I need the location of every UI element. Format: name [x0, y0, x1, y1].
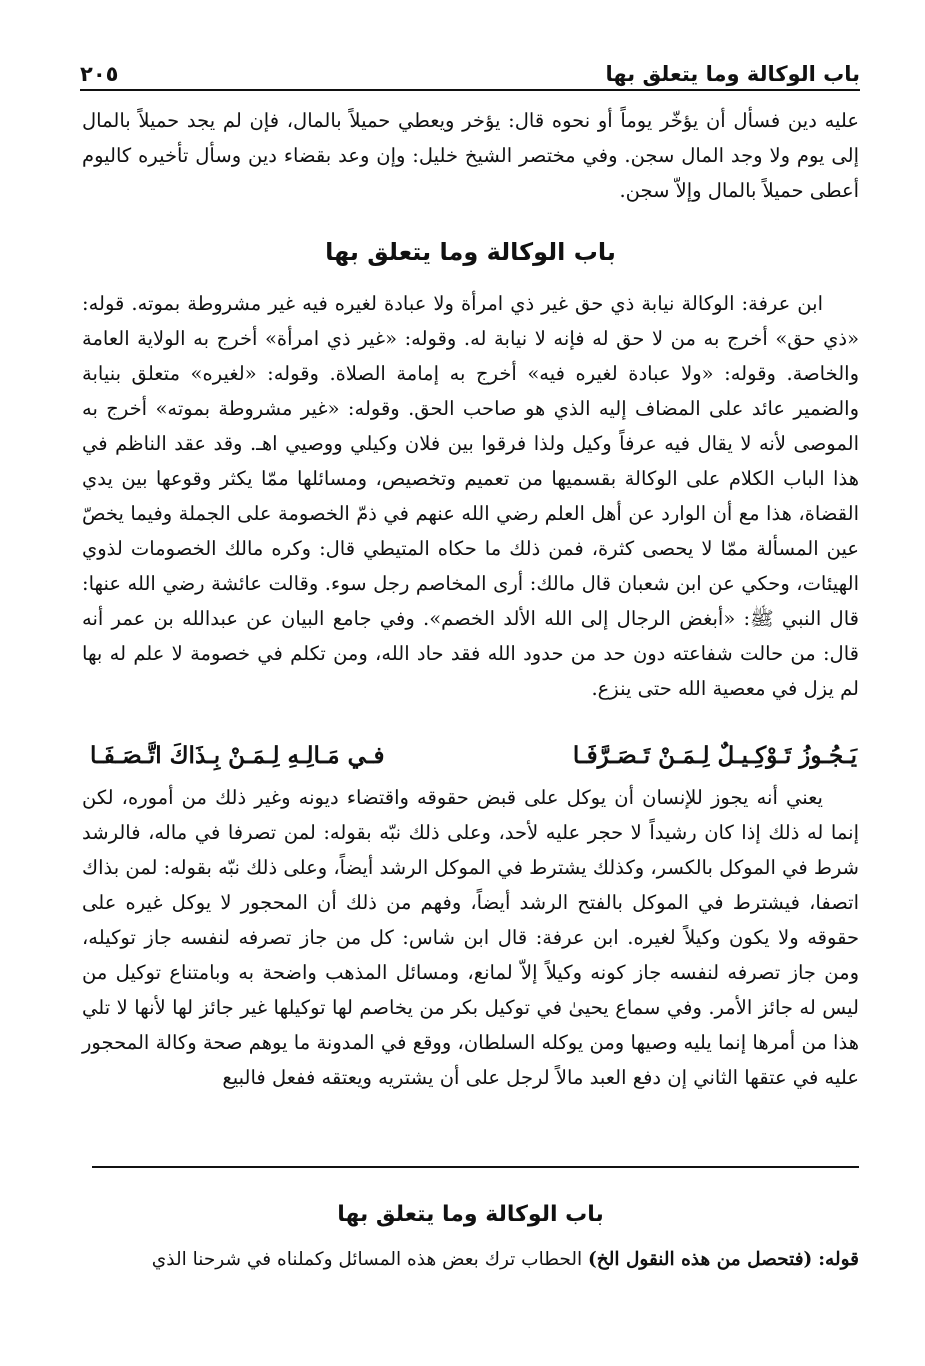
section-block — [82, 286, 859, 706]
running-header — [80, 56, 860, 86]
footnote-label: قوله: — [818, 1249, 859, 1270]
footnote-divider — [92, 1166, 859, 1168]
section-paragraph — [82, 286, 859, 706]
section-title: باب الوكالة وما يتعلق بها — [325, 238, 616, 266]
header-divider — [80, 89, 860, 91]
footnote-quote: (فتحصل من هذه النقول الخ) — [588, 1249, 813, 1270]
intro-paragraph: عليه دين فسأل أن يؤخّر يوماً أو نحوه قال: يؤخر ويعطي حميلاً بالمال، فإن لم يجد حميلاً بالمال إلى يوم ولا وجد المال سجن. وفي مختصر الشيخ خليل: وإن وعد بقضاء دين وسأل تأخيره كاليوم أعطى حميلاً بالمال وإلاّ سجن. — [82, 109, 859, 202]
footnote-text: الحطاب ترك بعض هذه المسائل وكملناه في شرحنا الذي — [151, 1249, 583, 1270]
page-number: ٢٠٥ — [80, 62, 119, 86]
section-paragraph-text: ابن عرفة: الوكالة نيابة ذي حق غير ذي امرأة ولا عبادة لغيره فيه غير مشروطة بموته. قوله: «ذي حق» أخرج به من لا حق له فإنه لا نيابة له. وقوله: «غير ذي امرأة» أخرج به الولاية العامة والخاصة. وقوله: «ولا عبادة لغيره فيه» أخرج به إمامة الصلاة. وقوله: «لغيره» متعلق بنيابة والضمير عائد على المضاف إليه الذي هو صاحب الحق. وقوله: «غير مشروطة بموته» أخرج به الموصى لأنه لا يقال فيه عرفاً وكيل ولذا فرقوا بين فلان وكيلي ووصيي اهـ. وقد عقد الناظم في هذا الباب الكلام على الوكالة بقسميها من تعميم وتخصيص، ومسائلها ممّا يكثر وقوعها بين يدي القضاة، هذا مع أن الوارد عن أهل العلم رضي الله عنهم في ذمّ الخصومة على الجملة وفيما يخصّ عين المسألة ممّا لا يحصى كثرة، فمن ذلك ما حكاه المتيطي قال: وكره مالك الخصومات لذوي الهيئات، وحكي عن ابن شعبان قال مالك: أرى المخاصم رجل سوء. وقالت عائشة رضي الله عنها: قال النبي ﷺ: «أبغض الرجال إلى الله الألد الخصم». وفي جامع البيان عن عبدالله بن عمر أنه قال: من حالت شفاعته دون حد من حدود الله فقد حاد الله، ومن تكلم في خصومة لا علم له بها لم يزل في معصية الله حتى ينزع. — [82, 292, 859, 700]
verse-line — [90, 735, 857, 775]
footnote-block — [82, 1244, 859, 1276]
footnote-paragraph — [82, 1244, 859, 1276]
verse-second-hemistich: فـي مَـالِـهِ لِـمَـنْ بِـذَاكَ اتَّـصَـفَـا — [90, 741, 385, 769]
commentary-paragraph — [82, 780, 859, 1095]
footnote-title: باب الوكالة وما يتعلق بها — [337, 1202, 604, 1227]
running-header-title: باب الوكالة وما يتعلق بها — [605, 62, 860, 86]
intro-block — [82, 103, 859, 208]
commentary-paragraph-text: يعني أنه يجوز للإنسان أن يوكل على قبض حقوقه واقتضاء ديونه وغير ذلك من أموره، لكن إنما له ذلك إذا كان رشيداً لا حجر عليه لأحد، وعلى ذلك نبّه بقوله: لمن تصرفا في ماله، فالرشد شرط في الموكل بالكسر، وكذلك يشترط في الموكل الرشد أيضاً، وعلى ذلك نبّه بقوله: لمن بذاك اتصفا، فيشترط في الموكل بالفتح الرشد أيضاً، وفهم من ذلك أن المحجور لا يوكل غيره على حقوقه ولا يكون وكيلاً لغيره. ابن عرفة: قال ابن شاس: كل من جاز تصرفه لنفسه جاز توكيله، ومن جاز تصرفه لنفسه جاز كونه وكيلاً إلاّ لمانع، ومسائل المذهب واضحة به وبامتناع توكيل من ليس له جائز الأمر. وفي سماع يحيىٰ في توكيل بكر من يخاصم لها توكيلها غير جائز لها لأنها لا تلي هذا من أمرها إنما يليه وصيها ومن يوكله السلطان، ووقع في المدونة ما يوهم صحة وكالة المحجور عليه في عتقها الثاني إن دفع العبد مالاً لرجل على أن يشتريه ويعتقه ففعل فالبيع — [82, 786, 859, 1089]
verse-first-hemistich: يَـجُـوزُ تَـوْكِـيـلٌ لِـمَـنْ تَـصَـرَّفَـا — [572, 741, 857, 769]
commentary-block — [82, 780, 859, 1095]
